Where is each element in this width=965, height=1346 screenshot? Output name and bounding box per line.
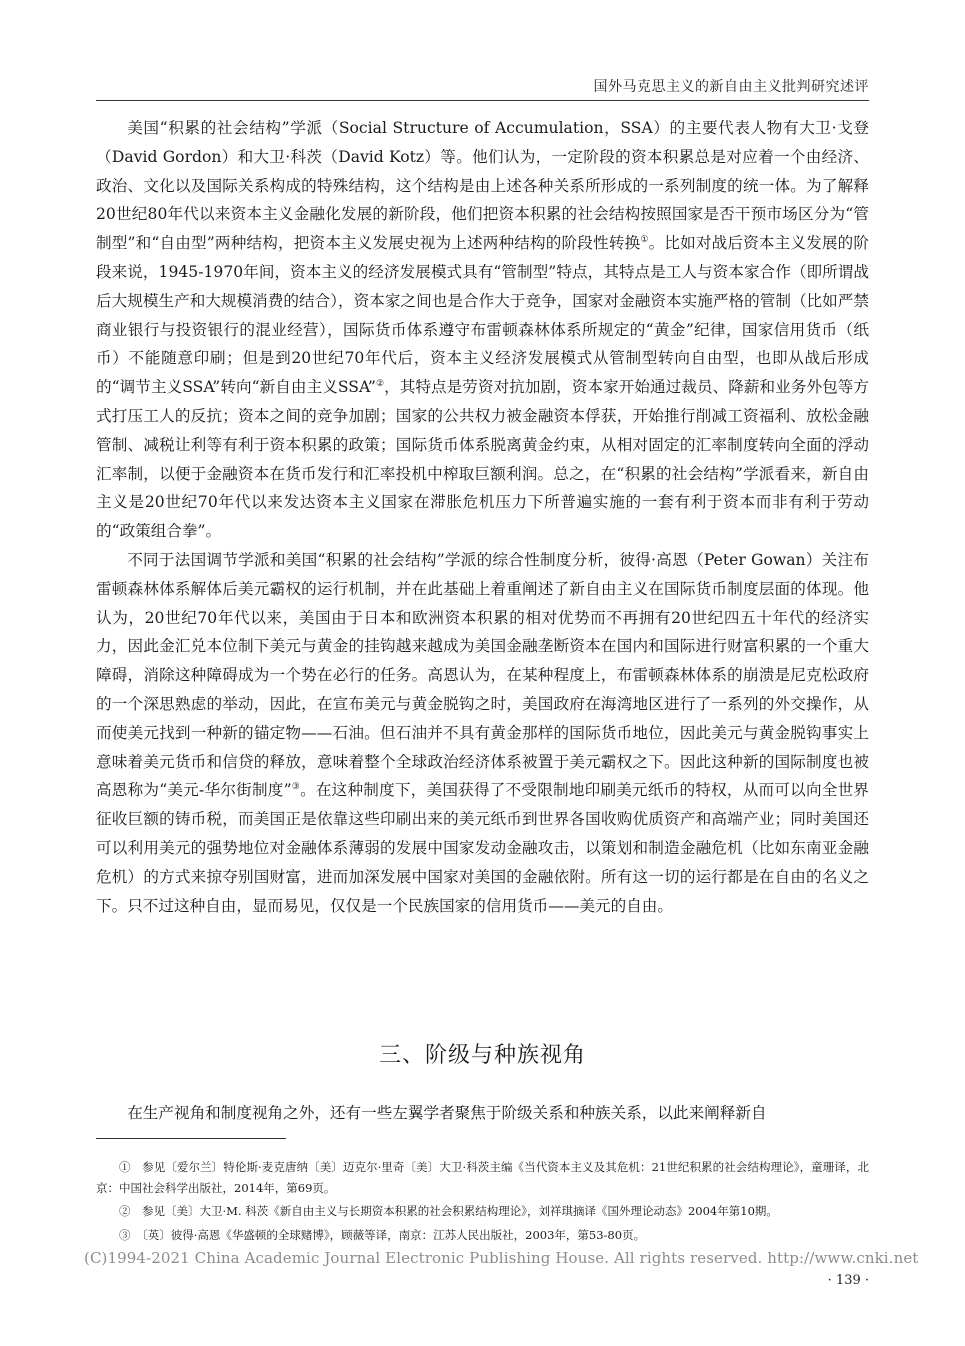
paragraph-text: ，其特点是劳资对抗加剧，资本家开始通过裁员、降薪和业务外包等方式打压工人的反抗；资本之间的竞争加剧；国家的公共权力被金融资本俘获，开始推行削减工资福利、放松金融管制、减税让利等有利于资本积累的政策；国际货币体系脱离黄金约束，从相对固定的汇率制度转向全面的浮动汇率制，以便于金融资本在货币发行和汇率投机中榨取巨额利润。总之，在“积累的社会结构”学派看来，新自由主义是20世纪70年代以来发达资本主义国家在滞胀危机压力下所普遍实施的一套有利于资本而非有利于劳动的“政策组合拳”。 bbox=[96, 378, 869, 541]
footnote-ref-2[interactable]: ② bbox=[375, 379, 385, 390]
page-number: · 139 · bbox=[827, 1273, 869, 1288]
footnote-3: ③ 〔英〕彼得·高恩《华盛顿的全球赌博》，顾薇等译，南京：江苏人民出版社，2003年，第53-80页。 bbox=[119, 1227, 646, 1242]
paragraph-ssa bbox=[96, 114, 869, 546]
paragraph-gowan bbox=[96, 546, 869, 920]
section-first-line: 在生产视角和制度视角之外，还有一些左翼学者聚焦于阶级关系和种族关系，以此来阐释新自 bbox=[127, 1104, 767, 1122]
header-divider bbox=[96, 100, 869, 101]
running-head-title: 国外马克思主义的新自由主义批判研究述评 bbox=[593, 79, 869, 95]
footnote-1: ① 参见〔爱尔兰〕特伦斯·麦克唐纳〔美〕迈克尔·里奇〔美〕大卫·科茨主编《当代资本主义及其危机：21世纪积累的社会结构理论》，童珊译，北京：中国社会科学出版社，2014年，第69页。 bbox=[96, 1160, 869, 1195]
copyright-watermark: (C)1994-2021 China Academic Journal Electronic Publishing House. All rights reserved. http://www.cnki.net bbox=[84, 1249, 919, 1267]
paragraph-text: 。在这种制度下，美国获得了不受限制地印刷美元纸币的特权，从而可以向全世界征收巨额的铸币税，而美国正是依靠这些印刷出来的美元纸币到世界各国收购优质资产和高端产业；同时美国还可以利用美元的强势地位对金融体系薄弱的发展中国家发动金融攻击，以策划和制造金融危机（比如东南亚金融危机）的方式来掠夺别国财富，进而加深发展中国家对美国的金融依附。所有这一切的运行都是在自由的名义之下。只不过这种自由，显而易见，仅仅是一个民族国家的信用货币——美元的自由。 bbox=[96, 781, 869, 915]
paragraph-text: 。比如对战后资本主义发展的阶段来说，1945-1970年间，资本主义的经济发展模式具有“管制型”特点，其特点是工人与资本家合作（即所谓战后大规模生产和大规模消费的结合），资本家之间也是合作大于竞争，国家对金融资本实施严格的管制（比如严禁商业银行与投资银行的混业经营），国际货币体系遵守布雷顿森林体系所规定的“黄金”纪律，国家信用货币（纸币）不能随意印刷；但是到20世纪70年代后，资本主义经济发展模式从管制型转向自由型，也即从战后形成的“调节主义SSA”转向“新自由主义SSA” bbox=[96, 234, 869, 397]
footnote-ref-1[interactable]: ① bbox=[640, 235, 649, 246]
footnote-divider bbox=[96, 1138, 286, 1139]
footnote-ref-3[interactable]: ③ bbox=[291, 782, 301, 793]
footnotes bbox=[96, 1157, 869, 1248]
paragraph-text: 美国“积累的社会结构”学派（Social Structure of Accumulation，SSA）的主要代表人物有大卫·戈登（David Gordon）和大卫·科茨（David Kotz）等。他们认为，一定阶段的资本积累总是对应着一个由经济、政治、文化以及国际关系构成的特殊结构，这个结构是由上述各种关系所形成的一系列制度的统一体。为了解释20世纪80年代以来资本主义金融化发展的新阶段，他们把资本积累的社会结构按照国家是否干预市场区分为“管制型”和“自由型”两种结构，把资本主义发展史视为上述两种结构的阶段性转换 bbox=[96, 119, 869, 253]
paragraph-text: 不同于法国调节学派和美国“积累的社会结构”学派的综合性制度分析，彼得·高恩（Peter Gowan）关注布雷顿森林体系解体后美元霸权的运行机制，并在此基础上着重阐述了新自由主义在国际货币制度层面的体现。他认为，20世纪70年代以来，美国由于日本和欧洲资本积累的相对优势而不再拥有20世纪四五十年代的经济实力，因此金汇兑本位制下美元与黄金的挂钩越来越成为美国金融垄断资本在国内和国际进行财富积累的一个重大障碍，消除这种障碍成为一个势在必行的任务。高恩认为，在某种程度上，布雷顿森林体系的崩溃是尼克松政府的一个深思熟虑的举动，因此，在宣布美元与黄金脱钩之时，美国政府在海湾地区进行了一系列的外交操作，从而使美元找到一种新的锚定物——石油。但石油并不具有黄金那样的国际货币地位，因此美元与黄金脱钩事实上意味着美元货币和信贷的释放，意味着整个全球政治经济体系被置于美元霸权之下。因此这种新的国际制度也被高恩称为“美元-华尔街制度” bbox=[96, 550, 869, 800]
footnote-2: ② 参见〔美〕大卫·M. 科茨《新自由主义与长期资本积累的社会积累结构理论》，刘祥琪摘译《国外理论动态》2004年第10期。 bbox=[119, 1204, 778, 1218]
main-body bbox=[96, 114, 869, 920]
section-heading: 三、阶级与种族视角 bbox=[378, 1043, 586, 1068]
